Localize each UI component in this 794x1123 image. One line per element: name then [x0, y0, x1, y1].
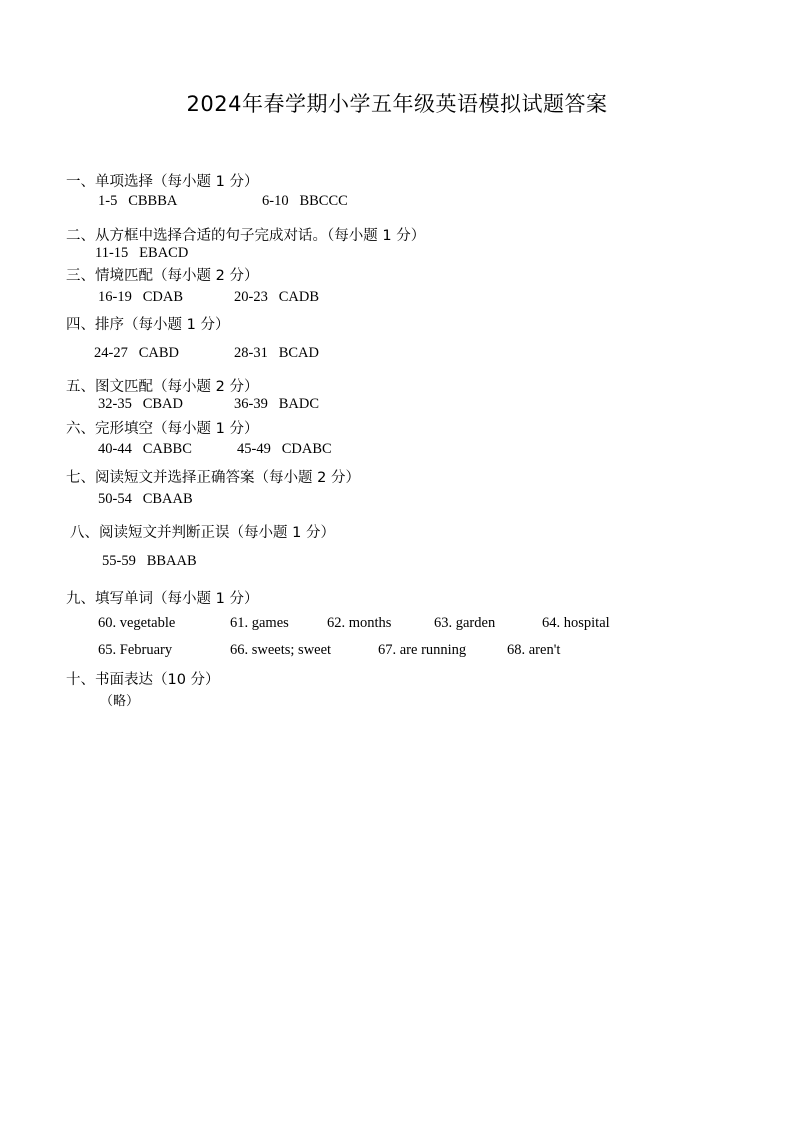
answer-61: 61. games — [230, 615, 289, 631]
answer-24-27: 24-27 CABD — [94, 345, 179, 361]
answer-66: 66. sweets; sweet — [230, 642, 332, 658]
answer-40-44: 40-44 CABBC — [98, 441, 192, 457]
answer-60: 60. vegetable — [98, 615, 176, 631]
answer-1-5: 1-5 CBBBA — [98, 193, 178, 209]
page-title: 2024年春学期小学五年级英语模拟试题答案 — [186, 92, 608, 116]
section-heading-1: 一、单项选择（每小题 1 分） — [66, 174, 259, 190]
answer-65: 65. February — [98, 642, 173, 658]
section-heading-9: 九、填写单词（每小题 1 分） — [66, 591, 259, 607]
answer-11-15: 11-15 EBACD — [95, 245, 189, 261]
answer-68: 68. aren't — [507, 642, 561, 658]
section-heading-7: 七、阅读短文并选择正确答案（每小题 2 分） — [66, 470, 360, 486]
section-heading-2: 二、从方框中选择合适的句子完成对话。（每小题 1 分） — [66, 228, 426, 244]
section-heading-6: 六、完形填空（每小题 1 分） — [66, 421, 259, 437]
answer-55-59: 55-59 BBAAB — [102, 553, 197, 569]
answer-28-31: 28-31 BCAD — [234, 345, 319, 361]
answer-62: 62. months — [327, 615, 392, 631]
answer-16-19: 16-19 CDAB — [98, 289, 183, 305]
answer-32-35: 32-35 CBAD — [98, 396, 183, 412]
answer-6-10: 6-10 BBCCC — [262, 193, 348, 209]
answer-63: 63. garden — [434, 615, 496, 631]
answer-omitted: （略） — [100, 694, 140, 709]
answer-67: 67. are running — [378, 642, 467, 658]
section-heading-10: 十、书面表达（10 分） — [66, 672, 220, 688]
answer-45-49: 45-49 CDABC — [237, 441, 332, 457]
answer-36-39: 36-39 BADC — [234, 396, 319, 412]
answer-50-54: 50-54 CBAAB — [98, 491, 193, 507]
section-heading-4: 四、排序（每小题 1 分） — [66, 317, 230, 333]
section-heading-5: 五、图文匹配（每小题 2 分） — [66, 379, 259, 395]
answer-64: 64. hospital — [542, 615, 610, 631]
section-heading-8: 八、阅读短文并判断正误（每小题 1 分） — [70, 525, 335, 541]
answer-20-23: 20-23 CADB — [234, 289, 319, 305]
section-heading-3: 三、情境匹配（每小题 2 分） — [66, 268, 259, 284]
